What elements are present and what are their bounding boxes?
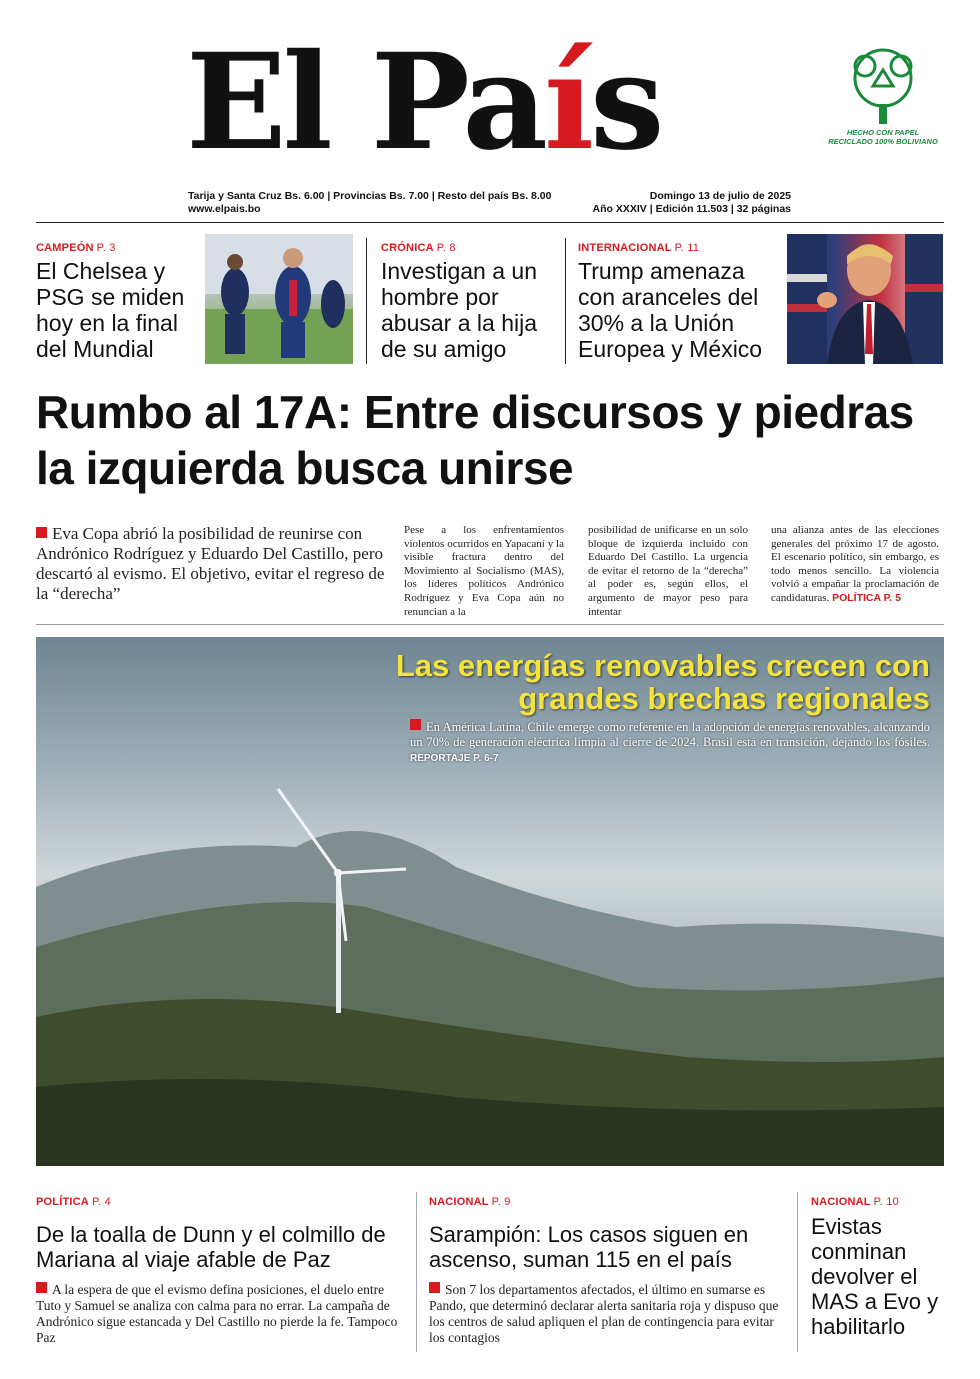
edition-number: Año XXXIV | Edición 11.503 | 32 páginas (592, 203, 791, 215)
red-bullet (36, 527, 47, 538)
landscape-illustration (36, 637, 944, 1166)
main-column-2: posibilidad de unificarse en un solo bloque de izquierda incluido con Eduardo Del Castillo. La urgencia de evitar el retorno de la “derecha” al poder es, según ellos, el argumento de mayor peso para intentar (588, 524, 748, 618)
red-bullet (36, 1282, 47, 1293)
wind-turbine-photo[interactable] (36, 637, 944, 1166)
feature-reference[interactable]: REPORTAJE P. 6-7 (410, 753, 499, 764)
teaser-trump[interactable]: INTERNACIONAL P. 11 Trump amenaza con aranceles del 30% a la Unión Europea y México (578, 242, 783, 362)
story-title: Evistas conminan devolver el MAS a Evo y habilitarlo (811, 1214, 939, 1339)
teaser-chelsea-psg[interactable]: CAMPEÓN P. 3 El Chelsea y PSG se miden hoy en la final del Mundial (36, 242, 201, 362)
edition-info (587, 190, 791, 216)
teaser-divider (565, 238, 566, 364)
eco-badge-text: HECHO CON PAPEL RECICLADO 100% BOLIVIANO (828, 128, 938, 146)
issue-date: Domingo 13 de julio de 2025 (649, 190, 791, 202)
teaser-divider (366, 238, 367, 364)
story-title: Sarampión: Los casos siguen en ascenso, suman 115 en el país (429, 1222, 749, 1272)
teaser-title: Investigan a un hombre por abusar a la hija de su amigo (381, 258, 538, 362)
story-politica[interactable]: POLÍTICA P. 4 De la toalla de Dunn y el colmillo de Mariana al viaje afable de Paz A la espera de que el evismo defina posiciones, el duelo entre Tuto y Samuel se analiza con calma para no errar. La campaña de Andrónico sigue estancada y Del Castillo no pierde la fe. Tampoco Paz (36, 1196, 406, 1346)
story-title: De la toalla de Dunn y el colmillo de Mariana al viaje afable de Paz (36, 1222, 386, 1272)
top-divider (36, 222, 944, 223)
story-sarampion[interactable]: NACIONAL P. 9 Sarampión: Los casos siguen en ascenso, suman 115 en el país Son 7 los departamentos afectados, el último en sumarse es Pando, que determinó declarar alerta sanitaria roja y dispuso que los centros de salud apliquen el plan de contingencia para evitar los contagios (429, 1196, 789, 1346)
red-bullet (429, 1282, 440, 1293)
masthead (186, 25, 796, 180)
story-divider (797, 1192, 798, 1352)
newspaper-logo[interactable]: El País (186, 25, 661, 180)
trump-photo[interactable] (787, 234, 943, 364)
teaser-title: Trump amenaza con aranceles del 30% a la Unión Europea y México (578, 258, 763, 362)
story-divider (416, 1192, 417, 1352)
main-headline[interactable]: Rumbo al 17A: Entre discursos y piedras la izquierda busca unirse (36, 386, 914, 494)
feature-lead: En América Latina, Chile emerge como referente en la adopción de energías renovables, alcanzando un 70% de generación eléctrica limpia al cierre de 2024. Brasil está en transición, dejando los fósiles. REPORTAJE P. 6-7 (410, 720, 930, 764)
recycled-paper-badge (828, 46, 938, 146)
main-column-3: una alianza antes de las elecciones generales del próximo 17 de agosto. El escenario político, sin embargo, es todo menos sencillo. La violencia volvió a empañar la proclamación de candidaturas. POLÍTICA P. 5 (771, 524, 939, 604)
website-link[interactable]: www.elpais.bo (188, 203, 261, 215)
section-reference[interactable]: POLÍTICA P. 5 (832, 591, 901, 604)
price-info: Tarija y Santa Cruz Bs. 6.00 | Provincias Bs. 7.00 | Resto del país Bs. 8.00 www.elpais.bo (188, 190, 552, 215)
red-bullet (410, 719, 421, 730)
section-divider (36, 624, 944, 625)
story-evistas[interactable]: NACIONAL P. 10 Evistas conminan devolver el MAS a Evo y habilitarlo (811, 1196, 946, 1339)
teaser-title: El Chelsea y PSG se miden hoy en la final del Mundial (36, 258, 185, 362)
recycle-tree-icon (843, 46, 923, 128)
teaser-cronica[interactable]: CRÓNICA P. 8 Investigan a un hombre por abusar a la hija de su amigo (381, 242, 561, 362)
story-lead: A la espera de que el evismo defina posiciones, el duelo entre Tuto y Samuel se analiza con calma para no errar. La campaña de Andrónico sigue estancada y Del Castillo no pierde la fe. Tampoco Paz (36, 1282, 398, 1345)
soccer-player-photo[interactable] (205, 234, 353, 364)
main-lead: Eva Copa abrió la posibilidad de reunirse con Andrónico Rodríguez y Eduardo Del Castillo, pero descartó al evismo. El objetivo, evitar el regreso de la “derecha” (36, 524, 385, 603)
story-lead: Son 7 los departamentos afectados, el último en sumarse es Pando, que determinó declarar alerta sanitaria roja y dispuso que los centros de salud apliquen el plan de contingencia para evitar los contagios (429, 1282, 779, 1345)
main-column-1: Pese a los enfrentamientos violentos ocurridos en Yapacaní y la visible fractura dentro del Movimiento al Socialismo (MAS), los líderes políticos Andrónico Rodríguez y Eva Copa aún no renuncian a la (404, 524, 564, 618)
feature-headline[interactable]: Las energías renovables crecen con grandes brechas regionales (395, 648, 930, 716)
